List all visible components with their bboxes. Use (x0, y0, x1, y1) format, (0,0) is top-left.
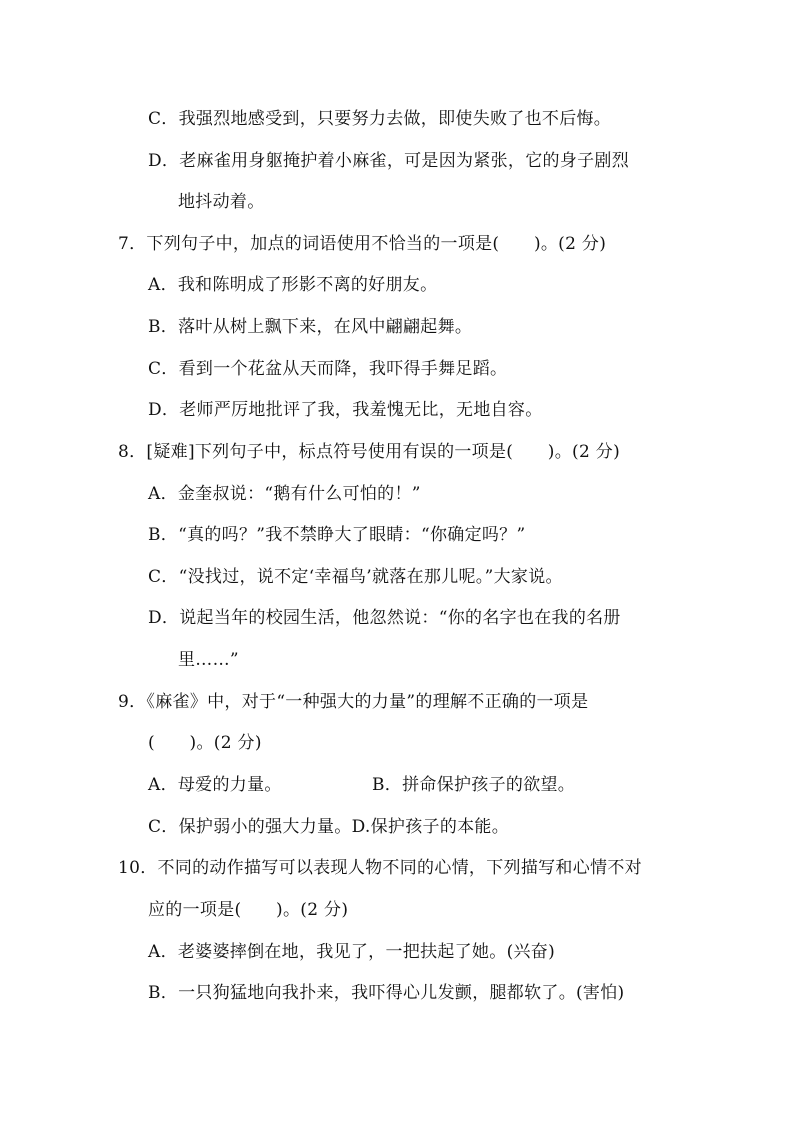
q6-option-c: C．我强烈地感受到，只要努力去做，即使失败了也不后悔。 (148, 109, 612, 129)
q7-option-b: B．落叶从树上飘下来，在风中翩翩起舞。 (148, 317, 473, 337)
q8-option-d-continued: 里……” (178, 650, 239, 670)
q6-option-d: D．老麻雀用身躯掩护着小麻雀，可是因为紧张，它的身子剧烈 (148, 151, 630, 171)
q10-option-b: B．一只狗猛地向我扑来，我吓得心儿发颤，腿都软了。(害怕) (148, 983, 625, 1003)
q10-option-a: A．老婆婆摔倒在地，我见了，一把扶起了她。(兴奋) (148, 942, 556, 962)
question-10: 10．不同的动作描写可以表现人物不同的心情，下列描写和心情不对 (118, 858, 642, 878)
question-10-continued: 应的一项是( )。(2 分) (148, 900, 349, 920)
q8-option-d: D．说起当年的校园生活，他忽然说：“你的名字也在我的名册 (148, 608, 621, 628)
question-8: 8．[疑难]下列句子中，标点符号使用有误的一项是( )。(2 分) (118, 442, 621, 462)
q7-option-c: C．看到一个花盆从天而降，我吓得手舞足蹈。 (148, 359, 508, 379)
q9-option-b: B．拼命保护孩子的欲望。 (372, 775, 576, 795)
q8-option-a: A．金奎叔说：“鹅有什么可怕的！” (148, 484, 421, 504)
q9-option-a: A．母爱的力量。 (148, 775, 282, 795)
question-7: 7．下列句子中，加点的词语使用不恰当的一项是( )。(2 分) (118, 234, 607, 254)
question-9-continued: ( )。(2 分) (148, 733, 262, 753)
question-9: 9．《麻雀》中，对于“一种强大的力量”的理解不正确的一项是 (118, 692, 589, 712)
q9-options-c-d: C．保护弱小的强大力量。D.保护孩子的本能。 (148, 817, 510, 837)
q8-option-b: B．“真的吗？”我不禁睁大了眼睛：“你确定吗？” (148, 525, 526, 545)
q7-option-d: D．老师严厉地批评了我，我羞愧无比，无地自容。 (148, 400, 543, 420)
q6-option-d-continued: 地抖动着。 (178, 192, 265, 212)
q8-option-c: C．“没找过，说不定‘幸福鸟’就落在那儿呢。”大家说。 (148, 567, 563, 587)
q7-option-a: A．我和陈明成了形影不离的好朋友。 (148, 275, 438, 295)
